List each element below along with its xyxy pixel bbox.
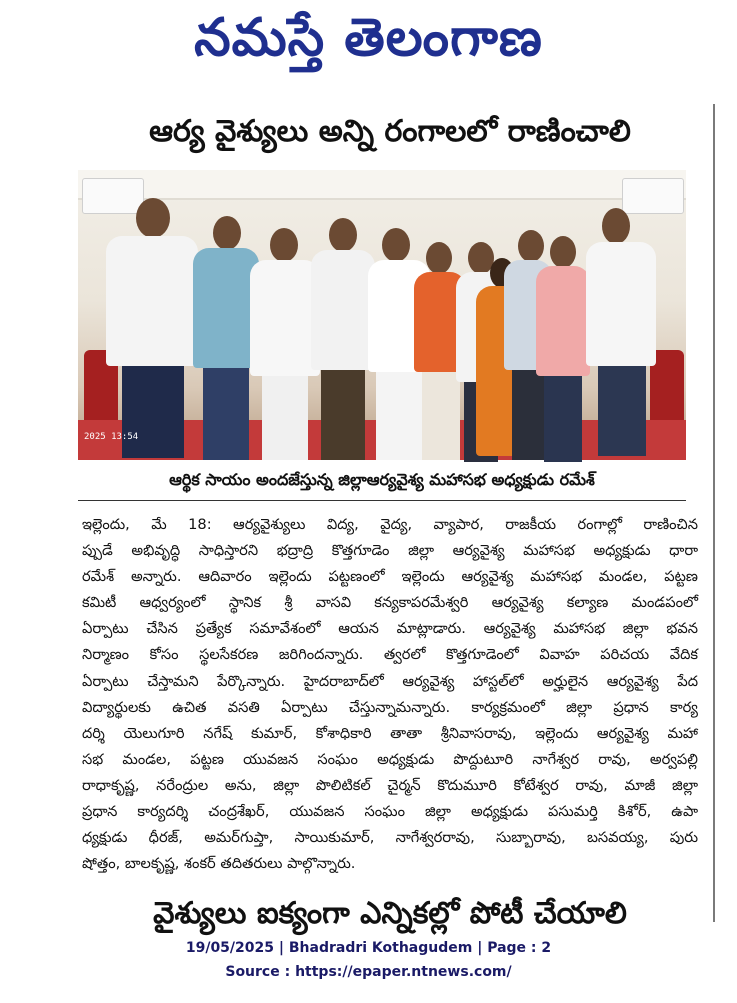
article-headline: ఆర్య వైశ్యులు అన్ని రంగాలలో రాణించాలి (149, 114, 631, 149)
footer-source: Source : https://epaper.ntnews.com/ (225, 964, 512, 980)
article-line: షోత్తం, బాలకృష్ణ, శంకర్ తదితరులు పాల్గొన్నారు. (82, 855, 356, 873)
article-body (82, 512, 698, 877)
article-line: కమిటీ ఆధ్వర్యంలో స్థానిక శ్రీ వాసవి కన్యకాపరమేశ్వరి ఆర్యవైశ్య కల్యాణ మండపంలో (82, 594, 698, 612)
news-photo (78, 170, 686, 460)
article-line: ప్రధాన కార్యదర్శి చంద్రశేఖర్, యువజన సంఘం జిల్లా అధ్యక్షుడు పసుమర్తి కిశోర్, ఉపా (82, 803, 698, 821)
masthead-title: నమస్తే తెలంగాణ (194, 7, 543, 68)
article-line: రమేశ్ అన్నారు. ఆదివారం ఇల్లెందు పట్టణంలో ఇల్లెందు ఆర్యవైశ్య మహాసభ మండల, పట్టణ (82, 568, 698, 586)
article-line: దర్శి యెలుగూరి నగేష్ కుమార్, కోశాధికారి తాతా శ్రీనివాసరావు, ఇల్లెందు ఆర్యవైశ్య మహా (82, 724, 698, 742)
article-line: ఏర్పాటు చేస్తామని పేర్కొన్నారు. హైదరాబాద్‌లో ఆర్యవైశ్య హాస్టల్‌లో అర్హులైన ఆర్యవైశ్య పేద (82, 672, 698, 690)
article-line: ఇల్లెందు, మే 18: ఆర్యవైశ్యులు విద్య, వైద్య, వ్యాపార, రాజకీయ రంగాల్లో రాణించిన (82, 516, 698, 533)
next-article-headline-fragment (110, 896, 670, 931)
article-line: రాధాకృష్ణ, నరేంద్రుల అను, జిల్లా పొలిటికల్ చైర్మన్ కొదుమూరి కోటేశ్వర రావు, మాజీ జిల్లా (82, 776, 698, 794)
article-line: నిర్మాణం కోసం స్థలసేకరణ జరిగిందన్నారు. త్వరలో కొత్తగూడెంలో వివాహ పరిచయ వేదిక (82, 646, 698, 664)
article-line: ధ్యక్షుడు ధీరజ్, అమర్‌గుప్తా, సాయికుమార్, నాగేశ్వరరావు, సుబ్బారావు, బసవయ్య, పురు (82, 829, 698, 847)
footer-dateline: 19/05/2025 | Bhadradri Kothagudem | Page : 2 (185, 940, 552, 956)
photo-caption: ఆర్థిక సాయం అందజేస్తున్న జిల్లాఆర్యవైశ్య మహాసభ అధ్యక్షుడు రమేశ్ (78, 462, 686, 498)
photo-ceiling (78, 170, 686, 200)
page-footer (0, 936, 737, 984)
column-divider (713, 104, 715, 922)
article-line: ప్పుడే అభివృద్ధి సాధిస్తారని భద్రాద్రి కొత్తగూడెం జిల్లా ఆర్యవైశ్య మహాసభ అధ్యక్షుడు ధారా (82, 542, 698, 560)
article-line: విద్యార్థులకు ఉచిత వసతి ఏర్పాటు చేస్తున్నామన్నారు. కార్యక్రమంలో జిల్లా ప్రధాన కార్య (82, 698, 698, 716)
air-conditioner-left (82, 178, 144, 214)
air-conditioner-right (622, 178, 684, 214)
article-line: సభ మండల, పట్టణ యువజన సంఘం అధ్యక్షుడు పొద్దుటూరి నాగేశ్వర రావు, అర్వపల్లి (82, 750, 698, 768)
caption-divider (78, 500, 686, 501)
photo-timestamp: 2025 13:54 (84, 432, 139, 442)
next-article-headline-text: వైశ్యులు ఐక్యంగా ఎన్నికల్లో పోటీ చేయాలి (153, 896, 627, 931)
article-line: ఏర్పాటు చేసిన ప్రత్యేక సమావేశంలో ఆయన మాట్లాడారు. ఆర్యవైశ్య మహాసభ జిల్లా భవన (82, 620, 698, 638)
